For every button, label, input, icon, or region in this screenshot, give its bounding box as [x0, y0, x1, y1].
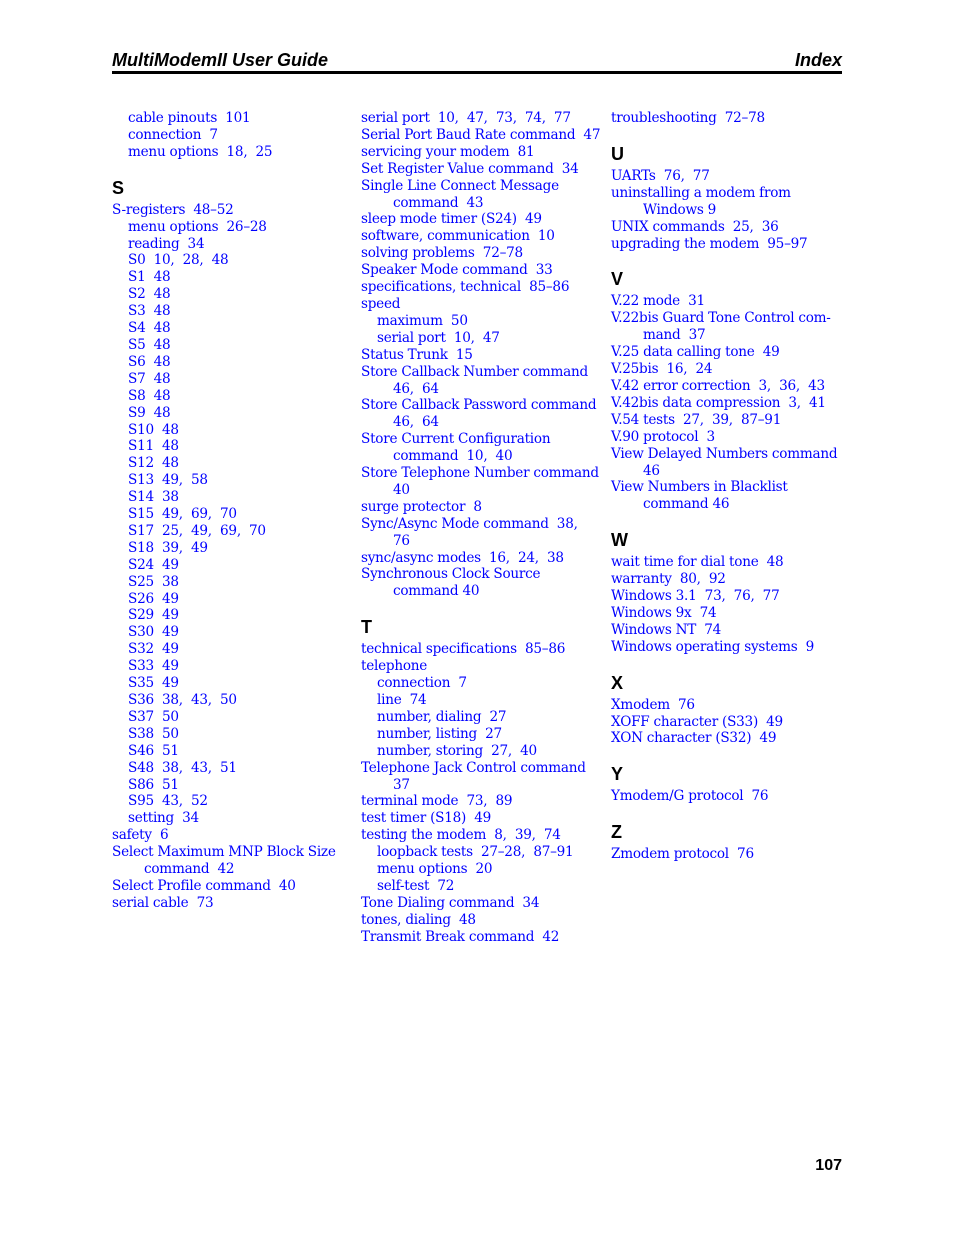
index-subentry[interactable]: S35 49: [128, 675, 179, 692]
index-letter-heading: Y: [611, 764, 624, 785]
index-entry[interactable]: S-registers 48–52: [112, 201, 234, 218]
index-entry[interactable]: Synchronous Clock Source command 40: [361, 566, 545, 600]
index-entry[interactable]: Zmodem protocol 76: [611, 846, 754, 863]
index-subentry[interactable]: S25 38: [128, 573, 179, 590]
index-entry[interactable]: V.22bis Guard Tone Control com- mand 37: [611, 310, 835, 344]
index-column-2: [361, 110, 601, 946]
index-entry[interactable]: warranty 80, 92: [611, 571, 726, 588]
index-subentry[interactable]: S10 48: [128, 421, 179, 438]
index-entry[interactable]: Store Callback Number command 46, 64: [361, 363, 593, 397]
index-subentry[interactable]: S33 49: [128, 658, 179, 675]
index-subentry[interactable]: S0 10, 28, 48: [128, 252, 229, 269]
index-entry[interactable]: Store Telephone Number command 40: [361, 465, 603, 498]
index-subentry[interactable]: S4 48: [128, 320, 171, 337]
section-title: Index: [794, 50, 842, 70]
index-entry[interactable]: testing the modem 8, 39, 74: [361, 827, 561, 844]
index-entry[interactable]: Windows 3.1 73, 76, 77: [611, 588, 780, 605]
index-entry[interactable]: Sync/Async Mode command 38, 76: [361, 515, 586, 549]
index-column-1: [112, 110, 352, 912]
index-entry[interactable]: Store Current Configuration command 10, 40: [361, 431, 555, 465]
index-subentry[interactable]: S1 48: [128, 269, 171, 286]
index-entry[interactable]: Select Maximum MNP Block Size command 42: [112, 844, 340, 878]
index-letter-heading: Z: [611, 822, 622, 843]
index-subentry[interactable]: number, storing 27, 40: [377, 742, 537, 759]
index-letter-heading: U: [611, 143, 624, 164]
index-entry[interactable]: Speaker Mode command 33: [361, 262, 553, 279]
index-subentry[interactable]: S15 49, 69, 70: [128, 506, 237, 523]
index-entry[interactable]: serial port 10, 47, 73, 74, 77: [361, 110, 571, 126]
index-entry[interactable]: Store Callback Password command 46, 64: [361, 397, 601, 431]
index-entry[interactable]: sync/async modes 16, 24, 38: [361, 549, 564, 566]
index-letter-heading: W: [611, 530, 628, 551]
index-entry[interactable]: Set Register Value command 34: [361, 160, 579, 177]
index-subentry[interactable]: menu options 26–28: [128, 218, 267, 235]
index-entry[interactable]: uninstalling a modem from Windows 9: [611, 184, 795, 218]
index-entry[interactable]: software, communication 10: [361, 228, 555, 245]
index-entry[interactable]: troubleshooting 72–78: [611, 110, 765, 126]
index-subentry[interactable]: setting 34: [128, 810, 199, 827]
index-entry[interactable]: XOFF character (S33) 49: [611, 713, 783, 730]
index-entry[interactable]: Windows operating systems 9: [611, 638, 815, 655]
index-subentry[interactable]: menu options 18, 25: [128, 143, 273, 160]
index-subentry[interactable]: cable pinouts 101: [128, 110, 251, 126]
index-entry[interactable]: Xmodem 76: [611, 696, 695, 713]
index-entry[interactable]: wait time for dial tone 48: [611, 554, 784, 571]
index-entry[interactable]: terminal mode 73, 89: [361, 793, 513, 810]
index-entry[interactable]: surge protector 8: [361, 498, 482, 515]
index-subentry[interactable]: S11 48: [128, 438, 179, 455]
index-subentry[interactable]: S48 38, 43, 51: [128, 759, 237, 776]
index-entry[interactable]: test timer (S18) 49: [361, 810, 491, 827]
index-entry[interactable]: technical specifications 85–86: [361, 641, 566, 658]
index-entry[interactable]: Ymodem/G protocol 76: [611, 788, 769, 805]
index-subentry[interactable]: S2 48: [128, 286, 171, 303]
index-subentry[interactable]: reading 34: [128, 235, 205, 252]
index-subentry[interactable]: line 74: [377, 692, 427, 708]
index-subentry[interactable]: S26 49: [128, 590, 179, 607]
index-subentry[interactable]: number, listing 27: [377, 725, 502, 742]
index-subentry[interactable]: connection 7: [377, 675, 467, 692]
index-subentry[interactable]: S18 39, 49: [128, 539, 208, 556]
index-entry[interactable]: specifications, technical 85–86: [361, 279, 570, 296]
index-letter-heading: T: [361, 617, 372, 638]
index-entry[interactable]: Select Profile command 40: [112, 877, 296, 894]
index-subentry[interactable]: S3 48: [128, 303, 171, 320]
index-subentry[interactable]: S30 49: [128, 624, 179, 641]
index-entry[interactable]: speed: [361, 295, 401, 312]
index-entry[interactable]: Status Trunk 15: [361, 346, 473, 363]
index-subentry[interactable]: S17 25, 49, 69, 70: [128, 522, 266, 539]
index-entry[interactable]: V.42bis data compression 3, 41: [611, 394, 826, 411]
index-subentry[interactable]: loopback tests 27–28, 87–91: [377, 844, 574, 861]
index-entry[interactable]: Windows 9x 74: [611, 604, 717, 621]
index-subentry[interactable]: S86 51: [128, 776, 179, 793]
index-entry[interactable]: servicing your modem 81: [361, 143, 535, 160]
index-entry[interactable]: Telephone Jack Control command 37: [361, 759, 594, 793]
index-entry[interactable]: Tone Dialing command 34: [361, 894, 540, 911]
index-entry[interactable]: Transmit Break command 42: [361, 928, 560, 945]
index-subentry[interactable]: S7 48: [128, 370, 171, 387]
index-subentry[interactable]: connection 7: [128, 126, 218, 143]
index-entry[interactable]: Serial Port Baud Rate command 47: [361, 126, 601, 143]
index-subentry[interactable]: S29 49: [128, 607, 179, 624]
index-subentry[interactable]: S8 48: [128, 387, 171, 404]
index-subentry[interactable]: S13 49, 58: [128, 472, 208, 489]
index-subentry[interactable]: S36 38, 43, 50: [128, 692, 237, 708]
index-entry[interactable]: serial cable 73: [112, 894, 214, 911]
index-entry[interactable]: V.25 data calling tone 49: [611, 344, 780, 361]
index-subentry[interactable]: S37 50: [128, 708, 179, 725]
index-entry[interactable]: tones, dialing 48: [361, 911, 476, 928]
index-entry[interactable]: telephone: [361, 658, 428, 675]
index-letter-heading: X: [611, 672, 624, 693]
index-subentry[interactable]: serial port 10, 47: [377, 329, 500, 346]
page-number: 107: [815, 1157, 842, 1174]
index-column-3: [611, 110, 846, 863]
index-subentry[interactable]: S24 49: [128, 556, 179, 573]
index-subentry[interactable]: S6 48: [128, 353, 171, 370]
page-header: [112, 48, 842, 74]
document-title: MultiModemII User Guide: [112, 50, 329, 70]
index-entry[interactable]: V.42 error correction 3, 36, 43: [611, 377, 825, 394]
index-subentry[interactable]: S12 48: [128, 455, 179, 472]
index-subentry[interactable]: maximum 50: [377, 312, 468, 329]
index-entry[interactable]: sleep mode timer (S24) 49: [361, 211, 542, 228]
index-entry[interactable]: V.90 protocol 3: [611, 428, 715, 445]
index-entry[interactable]: UNIX commands 25, 36: [611, 218, 779, 235]
index-entry[interactable]: View Numbers in Blacklist command 46: [611, 479, 792, 513]
index-letter-heading: V: [611, 269, 624, 290]
index-entry[interactable]: V.54 tests 27, 39, 87–91: [611, 411, 782, 428]
index-subentry[interactable]: S14 38: [128, 489, 179, 506]
index-entry[interactable]: View Delayed Numbers command 46: [611, 445, 842, 479]
index-entry[interactable]: safety 6: [112, 827, 169, 844]
index-subentry[interactable]: S9 48: [128, 404, 171, 421]
index-entry[interactable]: UARTs 76, 77: [611, 167, 710, 184]
index-entry[interactable]: XON character (S32) 49: [611, 730, 777, 747]
index-subentry[interactable]: self-test 72: [377, 877, 455, 894]
index-subentry[interactable]: S32 49: [128, 641, 179, 658]
index-entry[interactable]: upgrading the modem 95–97: [611, 235, 808, 252]
index-subentry[interactable]: S38 50: [128, 725, 179, 742]
index-subentry[interactable]: menu options 20: [377, 861, 493, 878]
index-entry[interactable]: Windows NT 74: [611, 621, 722, 638]
index-subentry[interactable]: number, dialing 27: [377, 708, 507, 725]
index-entry[interactable]: solving problems 72–78: [361, 245, 523, 262]
index-subentry[interactable]: S46 51: [128, 742, 179, 759]
index-entry[interactable]: Single Line Connect Message command 43: [361, 177, 563, 211]
index-subentry[interactable]: S5 48: [128, 336, 171, 353]
index-entry[interactable]: V.25bis 16, 24: [611, 361, 713, 378]
index-entry[interactable]: V.22 mode 31: [611, 293, 705, 310]
index-subentry[interactable]: S95 43, 52: [128, 793, 208, 810]
index-letter-heading: S: [112, 177, 125, 198]
